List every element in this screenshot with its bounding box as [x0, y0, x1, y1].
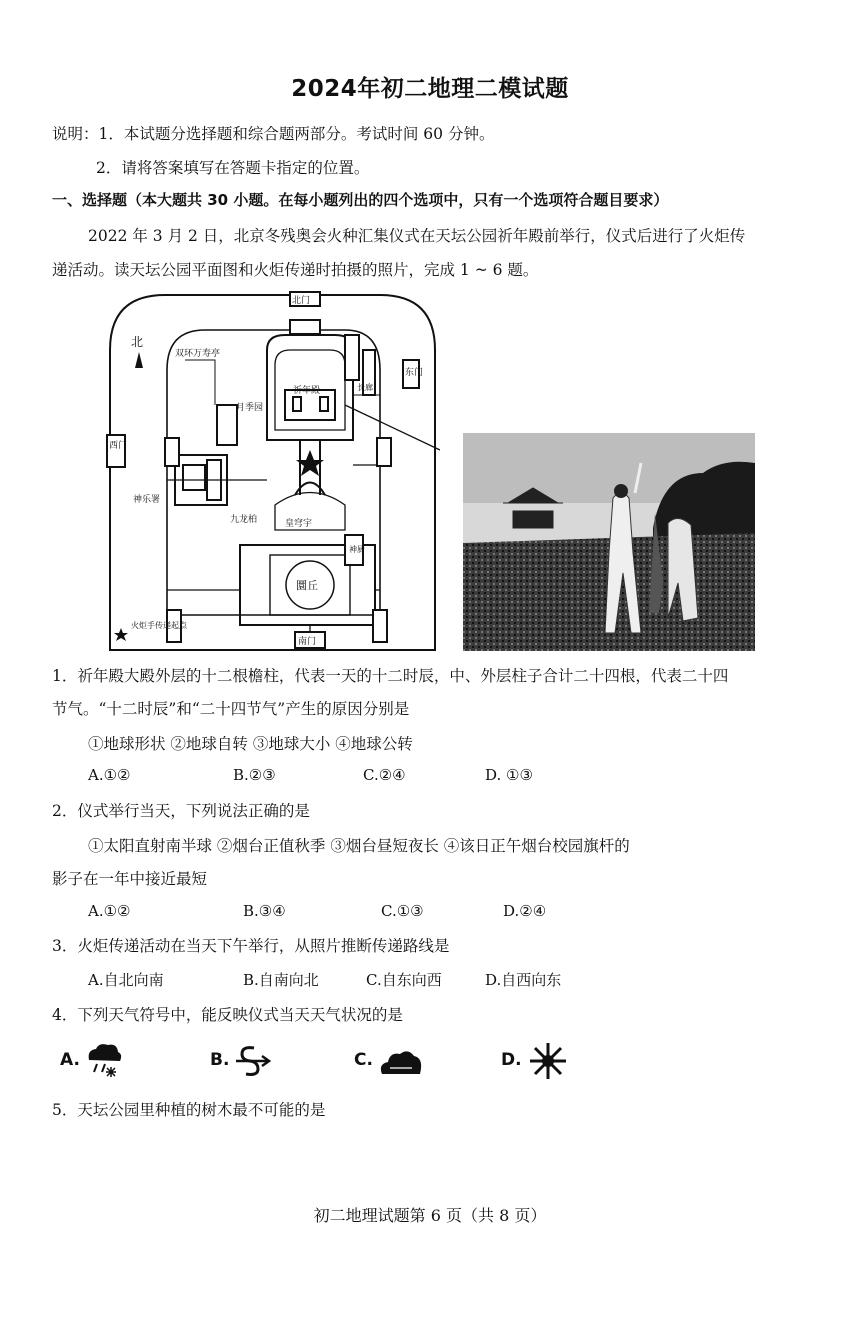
q3-line-1: 3．火炬传递活动在当天下午举行，从照片推断传递路线是	[52, 937, 450, 955]
instruction-2: 2．请将答案填写在答题卡指定的位置。	[96, 159, 370, 177]
intro-line-1: 2022 年 3 月 2 日，北京冬残奥会火种汇集仪式在天坛公园祈年殿前举行，仪式后进行了火炬传	[88, 227, 746, 245]
sandstorm-icon	[232, 1042, 272, 1080]
q5-line-1: 5．天坛公园里种植的树木最不可能的是	[52, 1101, 326, 1119]
overcast-cloud-icon	[378, 1046, 424, 1080]
q4-option-c[interactable]: C.	[354, 1050, 373, 1070]
q4-line-1: 4．下列天气符号中，能反映仪式当天天气状况的是	[52, 1006, 403, 1024]
map-kitchen-label: 神厨	[349, 545, 365, 554]
map-moon-label: 月季园	[236, 403, 264, 413]
rain-snow-cloud-icon	[83, 1040, 125, 1082]
q3-option-b[interactable]: B.自南向北	[243, 971, 319, 989]
page-footer: 初二地理试题第 6 页（共 8 页）	[313, 1206, 547, 1225]
map-torch-start-label: 火炬手传递起点	[131, 621, 187, 630]
map-music-label: 神乐署	[133, 495, 161, 505]
map-south-gate: 南门	[298, 637, 317, 647]
map-ninedragon-label: 九龙柏	[230, 515, 258, 525]
q2-option-b[interactable]: B.③④	[243, 902, 286, 920]
q1-stem: ①地球形状 ②地球自转 ③地球大小 ④地球公转	[88, 735, 413, 753]
q1-line-1: 1．祈年殿大殿外层的十二根檐柱，代表一天的十二时辰，中、外层柱子合计二十四根，代表二十四	[52, 667, 729, 685]
q4-option-b[interactable]: B.	[210, 1050, 230, 1070]
temple-of-heaven-map	[105, 290, 440, 652]
legend-star-icon	[114, 628, 128, 641]
map-west-gate: 西门	[109, 441, 128, 451]
q2-stem-1: ①太阳直射南半球 ②烟台正值秋季 ③烟台昼短夜长 ④该日正午烟台校园旗杆的	[88, 837, 630, 855]
q2-line-1: 2．仪式举行当天，下列说法正确的是	[52, 802, 310, 820]
map-hall-label: 祈年殿	[293, 386, 321, 396]
q1-option-c[interactable]: C.②④	[363, 766, 406, 784]
q1-option-a[interactable]: A.①②	[88, 766, 131, 784]
map-mound-label: 圜丘	[296, 579, 318, 592]
sunny-icon	[528, 1041, 568, 1081]
q3-option-a[interactable]: A.自北向南	[88, 971, 164, 989]
intro-line-2: 递活动。读天坛公园平面图和火炬传递时拍摄的照片，完成 1 ~ 6 题。	[52, 261, 539, 279]
q1-option-d[interactable]: D. ①③	[485, 766, 533, 784]
north-arrow-icon	[135, 352, 143, 368]
q1-line-2: 节气。“十二时辰”和“二十四节气”产生的原因分别是	[52, 700, 410, 718]
q2-option-c[interactable]: C.①③	[381, 902, 424, 920]
map-longevity-label: 双环万寿亭	[175, 349, 221, 359]
map-north-label: 北	[131, 335, 144, 349]
q1-option-b[interactable]: B.②③	[233, 766, 276, 784]
q3-option-d[interactable]: D.自西向东	[485, 971, 562, 989]
exam-title: 2024年初二地理二模试题	[291, 76, 569, 102]
q2-option-a[interactable]: A.①②	[88, 902, 131, 920]
q2-stem-2: 影子在一年中接近最短	[52, 870, 208, 888]
q4-option-d[interactable]: D.	[501, 1050, 522, 1070]
map-east-gate: 东门	[405, 368, 424, 378]
map-north-gate: 北门	[292, 296, 311, 306]
q3-option-c[interactable]: C.自东向西	[366, 971, 442, 989]
map-corridor-label: 长廊	[357, 383, 373, 392]
section-heading: 一、选择题（本大题共 30 小题。在每小题列出的四个选项中，只有一个选项符合题目要求）	[52, 191, 669, 209]
q4-option-a[interactable]: A.	[60, 1050, 80, 1070]
instruction-1: 说明：1．本试题分选择题和综合题两部分。考试时间 60 分钟。	[52, 125, 495, 143]
map-vault-label: 皇穹宇	[285, 519, 313, 529]
torch-relay-photo	[463, 433, 755, 651]
q2-option-d[interactable]: D.②④	[503, 902, 547, 920]
